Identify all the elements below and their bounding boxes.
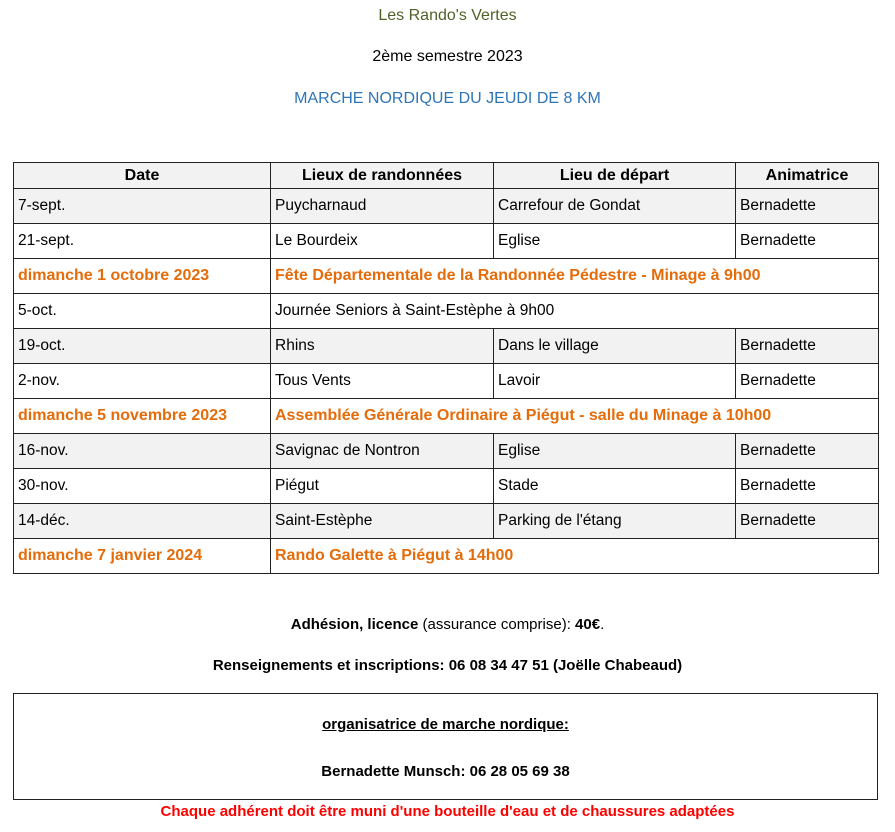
cell-date: dimanche 7 janvier 2024 [14,539,271,574]
cell-place: Tous Vents [271,364,494,399]
cell-date: 5-oct. [14,294,271,329]
event-title: MARCHE NORDIQUE DU JEUDI DE 8 KM [294,90,601,107]
header-start: Lieu de départ [494,163,736,189]
table-header-row [14,163,879,189]
contact-info: Renseignements et inscriptions: 06 08 34 47 51 (Joëlle Chabeaud) [212,657,683,674]
membership-label: Adhésion, licence [290,616,419,633]
schedule-table [13,162,879,574]
cell-place: Saint-Estèphe [271,504,494,539]
cell-date: 2-nov. [14,364,271,399]
cell-leader: Bernadette [736,189,879,224]
cell-date: 16-nov. [14,434,271,469]
organizer-contact: Bernadette Munsch: 06 28 05 69 38 [321,763,570,780]
table-row [14,294,879,329]
table-row [14,504,879,539]
cell-start: Parking de l'étang [494,504,736,539]
cell-place: Rhins [271,329,494,364]
header-date: Date [14,163,271,189]
membership-line [0,616,895,633]
cell-leader: Bernadette [736,329,879,364]
cell-leader: Bernadette [736,224,879,259]
cell-place: Piégut [271,469,494,504]
club-name: Les Rando's Vertes [378,7,517,24]
header-places: Lieux de randonnées [271,163,494,189]
cell-place: Savignac de Nontron [271,434,494,469]
cell-start: Eglise [494,434,736,469]
cell-start: Carrefour de Gondat [494,189,736,224]
cell-start: Dans le village [494,329,736,364]
table-row [14,329,879,364]
cell-date: 7-sept. [14,189,271,224]
cell-start: Eglise [494,224,736,259]
cell-date: dimanche 5 novembre 2023 [14,399,271,434]
membership-detail: (assurance comprise): [418,616,576,633]
special-event-row [14,539,879,574]
cell-event: Assemblée Générale Ordinaire à Piégut - salle du Minage à 10h00 [271,399,879,434]
cell-date: dimanche 1 octobre 2023 [14,259,271,294]
cell-leader: Bernadette [736,504,879,539]
semester-label: 2ème semestre 2023 [372,48,523,65]
notice-text: Chaque adhérent doit être muni d'une bouteille d'eau et de chaussures adaptées [160,803,735,820]
cell-event: Rando Galette à Piégut à 14h00 [271,539,879,574]
cell-date: 21-sept. [14,224,271,259]
cell-date: 14-déc. [14,504,271,539]
table-row [14,189,879,224]
special-event-row [14,259,879,294]
membership-price: 40€ [575,616,601,633]
table-row [14,434,879,469]
table-row [14,224,879,259]
cell-event: Fête Départementale de la Randonnée Pédestre - Minage à 9h00 [271,259,879,294]
cell-leader: Bernadette [736,364,879,399]
cell-leader: Bernadette [736,434,879,469]
organizer-box [13,693,878,800]
cell-date: 19-oct. [14,329,271,364]
membership-end: . [600,616,605,633]
cell-leader: Bernadette [736,469,879,504]
cell-start: Lavoir [494,364,736,399]
cell-date: 30-nov. [14,469,271,504]
special-event-row [14,399,879,434]
table-row [14,364,879,399]
cell-place: Puycharnaud [271,189,494,224]
cell-place: Le Bourdeix [271,224,494,259]
organizer-title: organisatrice de marche nordique: [322,716,569,733]
table-row [14,469,879,504]
header-leader: Animatrice [736,163,879,189]
cell-start: Stade [494,469,736,504]
cell-event: Journée Seniors à Saint-Estèphe à 9h00 [271,294,879,329]
